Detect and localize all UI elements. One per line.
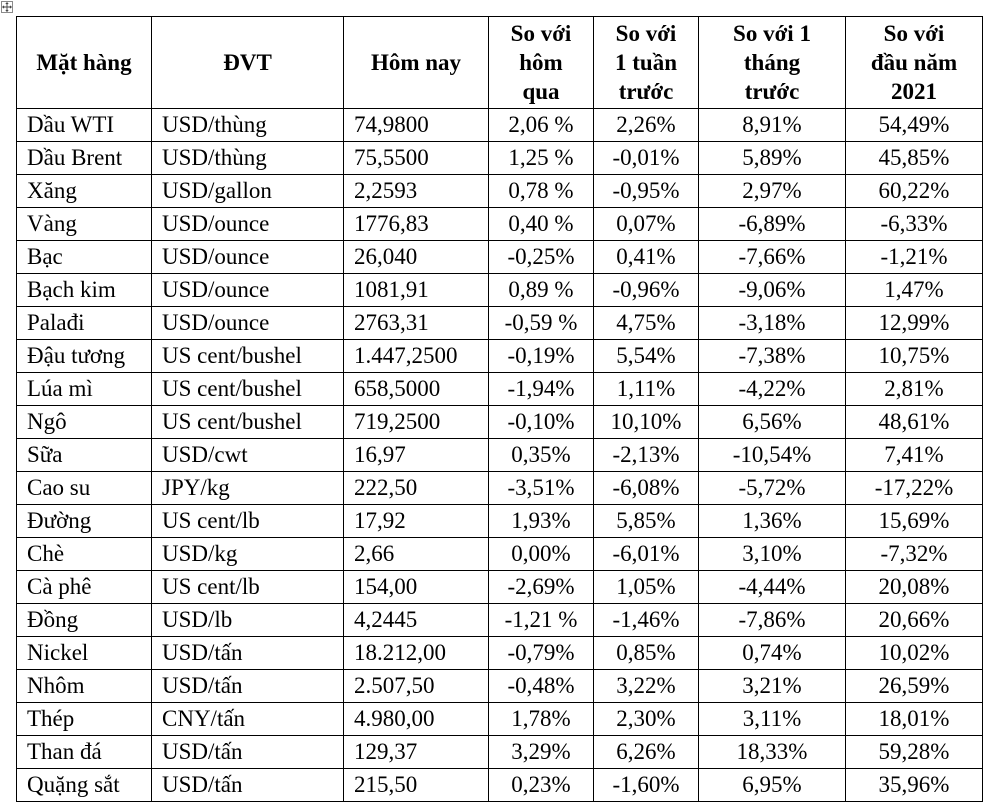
cell-vs-month: -9,06%: [699, 274, 846, 307]
cell-vs-year-start: 10,02%: [846, 637, 983, 670]
table-row: [17, 274, 983, 307]
cell-today: 129,37: [344, 736, 489, 769]
cell-unit: US cent/bushel: [152, 406, 344, 439]
cell-vs-year-start: -7,32%: [846, 538, 983, 571]
cell-vs-month: 5,89%: [699, 142, 846, 175]
table-row: [17, 109, 983, 142]
cell-today: 18.212,00: [344, 637, 489, 670]
cell-vs-month: 3,10%: [699, 538, 846, 571]
cell-vs-week: 0,07%: [594, 208, 699, 241]
header-so-voi-1-tuan: [594, 17, 699, 109]
cell-commodity: Chè: [17, 538, 152, 571]
cell-vs-week: 0,85%: [594, 637, 699, 670]
cell-vs-year-start: -1,21%: [846, 241, 983, 274]
table-row: [17, 373, 983, 406]
table-row: [17, 175, 983, 208]
cell-unit: USD/thùng: [152, 109, 344, 142]
cell-vs-week: -1,46%: [594, 604, 699, 637]
cell-vs-month: -7,66%: [699, 241, 846, 274]
cell-vs-week: -2,13%: [594, 439, 699, 472]
cell-vs-year-start: 2,81%: [846, 373, 983, 406]
cell-unit: US cent/bushel: [152, 373, 344, 406]
cell-vs-week: 2,26%: [594, 109, 699, 142]
cell-vs-week: 0,41%: [594, 241, 699, 274]
cell-unit: US cent/bushel: [152, 340, 344, 373]
cell-vs-yesterday: -3,51%: [489, 472, 594, 505]
table-row: [17, 142, 983, 175]
cell-today: 658,5000: [344, 373, 489, 406]
cell-vs-week: -0,01%: [594, 142, 699, 175]
cell-today: 222,50: [344, 472, 489, 505]
cell-commodity: Xăng: [17, 175, 152, 208]
cell-vs-year-start: 12,99%: [846, 307, 983, 340]
cell-today: 1081,91: [344, 274, 489, 307]
cell-vs-year-start: 20,66%: [846, 604, 983, 637]
cell-today: 154,00: [344, 571, 489, 604]
table-row: [17, 604, 983, 637]
table-row: [17, 670, 983, 703]
header-row: [17, 17, 983, 109]
cell-commodity: Dầu WTI: [17, 109, 152, 142]
cell-vs-week: 5,85%: [594, 505, 699, 538]
cell-commodity: Palađi: [17, 307, 152, 340]
cell-commodity: Than đá: [17, 736, 152, 769]
cell-vs-week: -1,60%: [594, 769, 699, 802]
cell-commodity: Dầu Brent: [17, 142, 152, 175]
cell-vs-month: 1,36%: [699, 505, 846, 538]
table-row: [17, 538, 983, 571]
cell-commodity: Sữa: [17, 439, 152, 472]
header-line: So với 1: [733, 21, 811, 46]
cell-today: 215,50: [344, 769, 489, 802]
cell-vs-yesterday: 1,78%: [489, 703, 594, 736]
cell-unit: USD/kg: [152, 538, 344, 571]
table-row: [17, 703, 983, 736]
table-row: [17, 241, 983, 274]
cell-commodity: Bạc: [17, 241, 152, 274]
cell-unit: JPY/kg: [152, 472, 344, 505]
cell-vs-yesterday: -0,79%: [489, 637, 594, 670]
cell-vs-month: 18,33%: [699, 736, 846, 769]
cell-vs-yesterday: 0,23%: [489, 769, 594, 802]
cell-unit: US cent/lb: [152, 571, 344, 604]
cell-commodity: Nickel: [17, 637, 152, 670]
cell-vs-yesterday: -0,48%: [489, 670, 594, 703]
header-line: ĐVT: [223, 50, 272, 75]
cell-vs-year-start: -17,22%: [846, 472, 983, 505]
cell-commodity: Đồng: [17, 604, 152, 637]
cell-today: 74,9800: [344, 109, 489, 142]
cell-vs-year-start: 7,41%: [846, 439, 983, 472]
cell-vs-week: -6,08%: [594, 472, 699, 505]
cell-vs-year-start: 54,49%: [846, 109, 983, 142]
cell-vs-year-start: 35,96%: [846, 769, 983, 802]
cell-vs-month: -10,54%: [699, 439, 846, 472]
table-row: [17, 340, 983, 373]
header-line: tháng: [743, 50, 801, 75]
cell-today: 2,66: [344, 538, 489, 571]
cell-unit: USD/tấn: [152, 769, 344, 802]
cell-vs-week: 2,30%: [594, 703, 699, 736]
cell-unit: USD/lb: [152, 604, 344, 637]
cell-vs-year-start: 20,08%: [846, 571, 983, 604]
table-row: [17, 505, 983, 538]
cell-vs-yesterday: -0,25%: [489, 241, 594, 274]
cell-today: 719,2500: [344, 406, 489, 439]
cell-vs-yesterday: 2,06 %: [489, 109, 594, 142]
header-line: đầu năm: [870, 50, 958, 75]
cell-vs-week: -6,01%: [594, 538, 699, 571]
cell-unit: USD/tấn: [152, 637, 344, 670]
cell-vs-month: 3,11%: [699, 703, 846, 736]
cell-vs-year-start: 48,61%: [846, 406, 983, 439]
table-row: [17, 637, 983, 670]
header-line: trước: [744, 79, 800, 104]
table-row: [17, 439, 983, 472]
header-line: Hôm nay: [370, 50, 462, 75]
cell-vs-year-start: 1,47%: [846, 274, 983, 307]
cell-vs-week: -0,95%: [594, 175, 699, 208]
cell-vs-month: 6,95%: [699, 769, 846, 802]
cell-vs-year-start: 59,28%: [846, 736, 983, 769]
table-row: [17, 307, 983, 340]
cell-vs-year-start: 45,85%: [846, 142, 983, 175]
cell-vs-yesterday: 0,00%: [489, 538, 594, 571]
cell-today: 2763,31: [344, 307, 489, 340]
cell-unit: USD/ounce: [152, 274, 344, 307]
header-hom-nay: [344, 17, 489, 109]
header-so-voi-1-thang: [699, 17, 846, 109]
header-line: qua: [522, 79, 560, 104]
cell-vs-year-start: 60,22%: [846, 175, 983, 208]
table-row: [17, 472, 983, 505]
cell-vs-week: -0,96%: [594, 274, 699, 307]
cell-vs-yesterday: 1,93%: [489, 505, 594, 538]
header-mat-hang: [17, 17, 152, 109]
cell-commodity: Cà phê: [17, 571, 152, 604]
cell-vs-week: 6,26%: [594, 736, 699, 769]
cell-today: 2,2593: [344, 175, 489, 208]
cell-vs-week: 1,11%: [594, 373, 699, 406]
cell-commodity: Cao su: [17, 472, 152, 505]
cell-commodity: Nhôm: [17, 670, 152, 703]
cell-vs-week: 5,54%: [594, 340, 699, 373]
header-dvt: [152, 17, 344, 109]
cell-today: 1776,83: [344, 208, 489, 241]
header-line: So với: [510, 21, 572, 46]
cell-commodity: Bạch kim: [17, 274, 152, 307]
cell-today: 4,2445: [344, 604, 489, 637]
cell-vs-month: -3,18%: [699, 307, 846, 340]
cell-vs-month: -6,89%: [699, 208, 846, 241]
header-line: So với: [883, 21, 945, 46]
cell-vs-month: 6,56%: [699, 406, 846, 439]
table-row: [17, 571, 983, 604]
cell-vs-month: 3,21%: [699, 670, 846, 703]
cell-vs-yesterday: 3,29%: [489, 736, 594, 769]
header-line: Mặt hàng: [36, 50, 132, 75]
cell-commodity: Thép: [17, 703, 152, 736]
cell-vs-month: -5,72%: [699, 472, 846, 505]
cell-vs-month: -4,22%: [699, 373, 846, 406]
commodity-price-table: [16, 16, 983, 802]
cell-vs-yesterday: -0,10%: [489, 406, 594, 439]
cell-vs-month: 8,91%: [699, 109, 846, 142]
cell-today: 1.447,2500: [344, 340, 489, 373]
cell-vs-year-start: 10,75%: [846, 340, 983, 373]
cell-unit: CNY/tấn: [152, 703, 344, 736]
cell-commodity: Lúa mì: [17, 373, 152, 406]
cell-vs-week: 10,10%: [594, 406, 699, 439]
header-line: hôm: [519, 50, 563, 75]
cell-commodity: Đường: [17, 505, 152, 538]
cell-vs-yesterday: -1,94%: [489, 373, 594, 406]
cell-unit: USD/ounce: [152, 241, 344, 274]
cell-vs-yesterday: -1,21 %: [489, 604, 594, 637]
cell-vs-month: -7,86%: [699, 604, 846, 637]
cell-vs-yesterday: -2,69%: [489, 571, 594, 604]
cell-vs-week: 4,75%: [594, 307, 699, 340]
cell-unit: USD/tấn: [152, 670, 344, 703]
cell-vs-year-start: -6,33%: [846, 208, 983, 241]
table-row: [17, 769, 983, 802]
cell-today: 16,97: [344, 439, 489, 472]
cell-unit: USD/cwt: [152, 439, 344, 472]
cell-unit: USD/ounce: [152, 307, 344, 340]
table-row: [17, 208, 983, 241]
cell-commodity: Ngô: [17, 406, 152, 439]
cell-today: 17,92: [344, 505, 489, 538]
header-line: So với: [615, 21, 677, 46]
cell-vs-month: -4,44%: [699, 571, 846, 604]
cell-unit: US cent/lb: [152, 505, 344, 538]
cell-vs-year-start: 18,01%: [846, 703, 983, 736]
header-line: trước: [618, 79, 674, 104]
cell-vs-yesterday: 0,78 %: [489, 175, 594, 208]
cell-vs-month: -7,38%: [699, 340, 846, 373]
cell-today: 26,040: [344, 241, 489, 274]
cell-today: 4.980,00: [344, 703, 489, 736]
cell-vs-yesterday: 0,89 %: [489, 274, 594, 307]
cell-today: 2.507,50: [344, 670, 489, 703]
cell-commodity: Quặng sắt: [17, 769, 152, 802]
cell-vs-yesterday: 0,40 %: [489, 208, 594, 241]
cell-vs-yesterday: -0,19%: [489, 340, 594, 373]
cell-commodity: Đậu tương: [17, 340, 152, 373]
cell-vs-year-start: 26,59%: [846, 670, 983, 703]
cell-unit: USD/thùng: [152, 142, 344, 175]
cell-vs-week: 3,22%: [594, 670, 699, 703]
cell-unit: USD/gallon: [152, 175, 344, 208]
table-row: [17, 736, 983, 769]
cell-vs-week: 1,05%: [594, 571, 699, 604]
cell-commodity: Vàng: [17, 208, 152, 241]
header-line: 2021: [891, 79, 937, 104]
cell-vs-year-start: 15,69%: [846, 505, 983, 538]
cell-vs-yesterday: -0,59 %: [489, 307, 594, 340]
cell-unit: USD/ounce: [152, 208, 344, 241]
header-so-voi-dau-nam: [846, 17, 983, 109]
table-move-handle-icon[interactable]: [1, 1, 13, 13]
cell-vs-month: 2,97%: [699, 175, 846, 208]
cell-vs-yesterday: 1,25 %: [489, 142, 594, 175]
table-body: [17, 109, 983, 802]
header-so-voi-hom-qua: [489, 17, 594, 109]
cell-today: 75,5500: [344, 142, 489, 175]
header-line: 1 tuần: [615, 50, 677, 75]
table-row: [17, 406, 983, 439]
cell-vs-month: 0,74%: [699, 637, 846, 670]
cell-vs-yesterday: 0,35%: [489, 439, 594, 472]
cell-unit: USD/tấn: [152, 736, 344, 769]
